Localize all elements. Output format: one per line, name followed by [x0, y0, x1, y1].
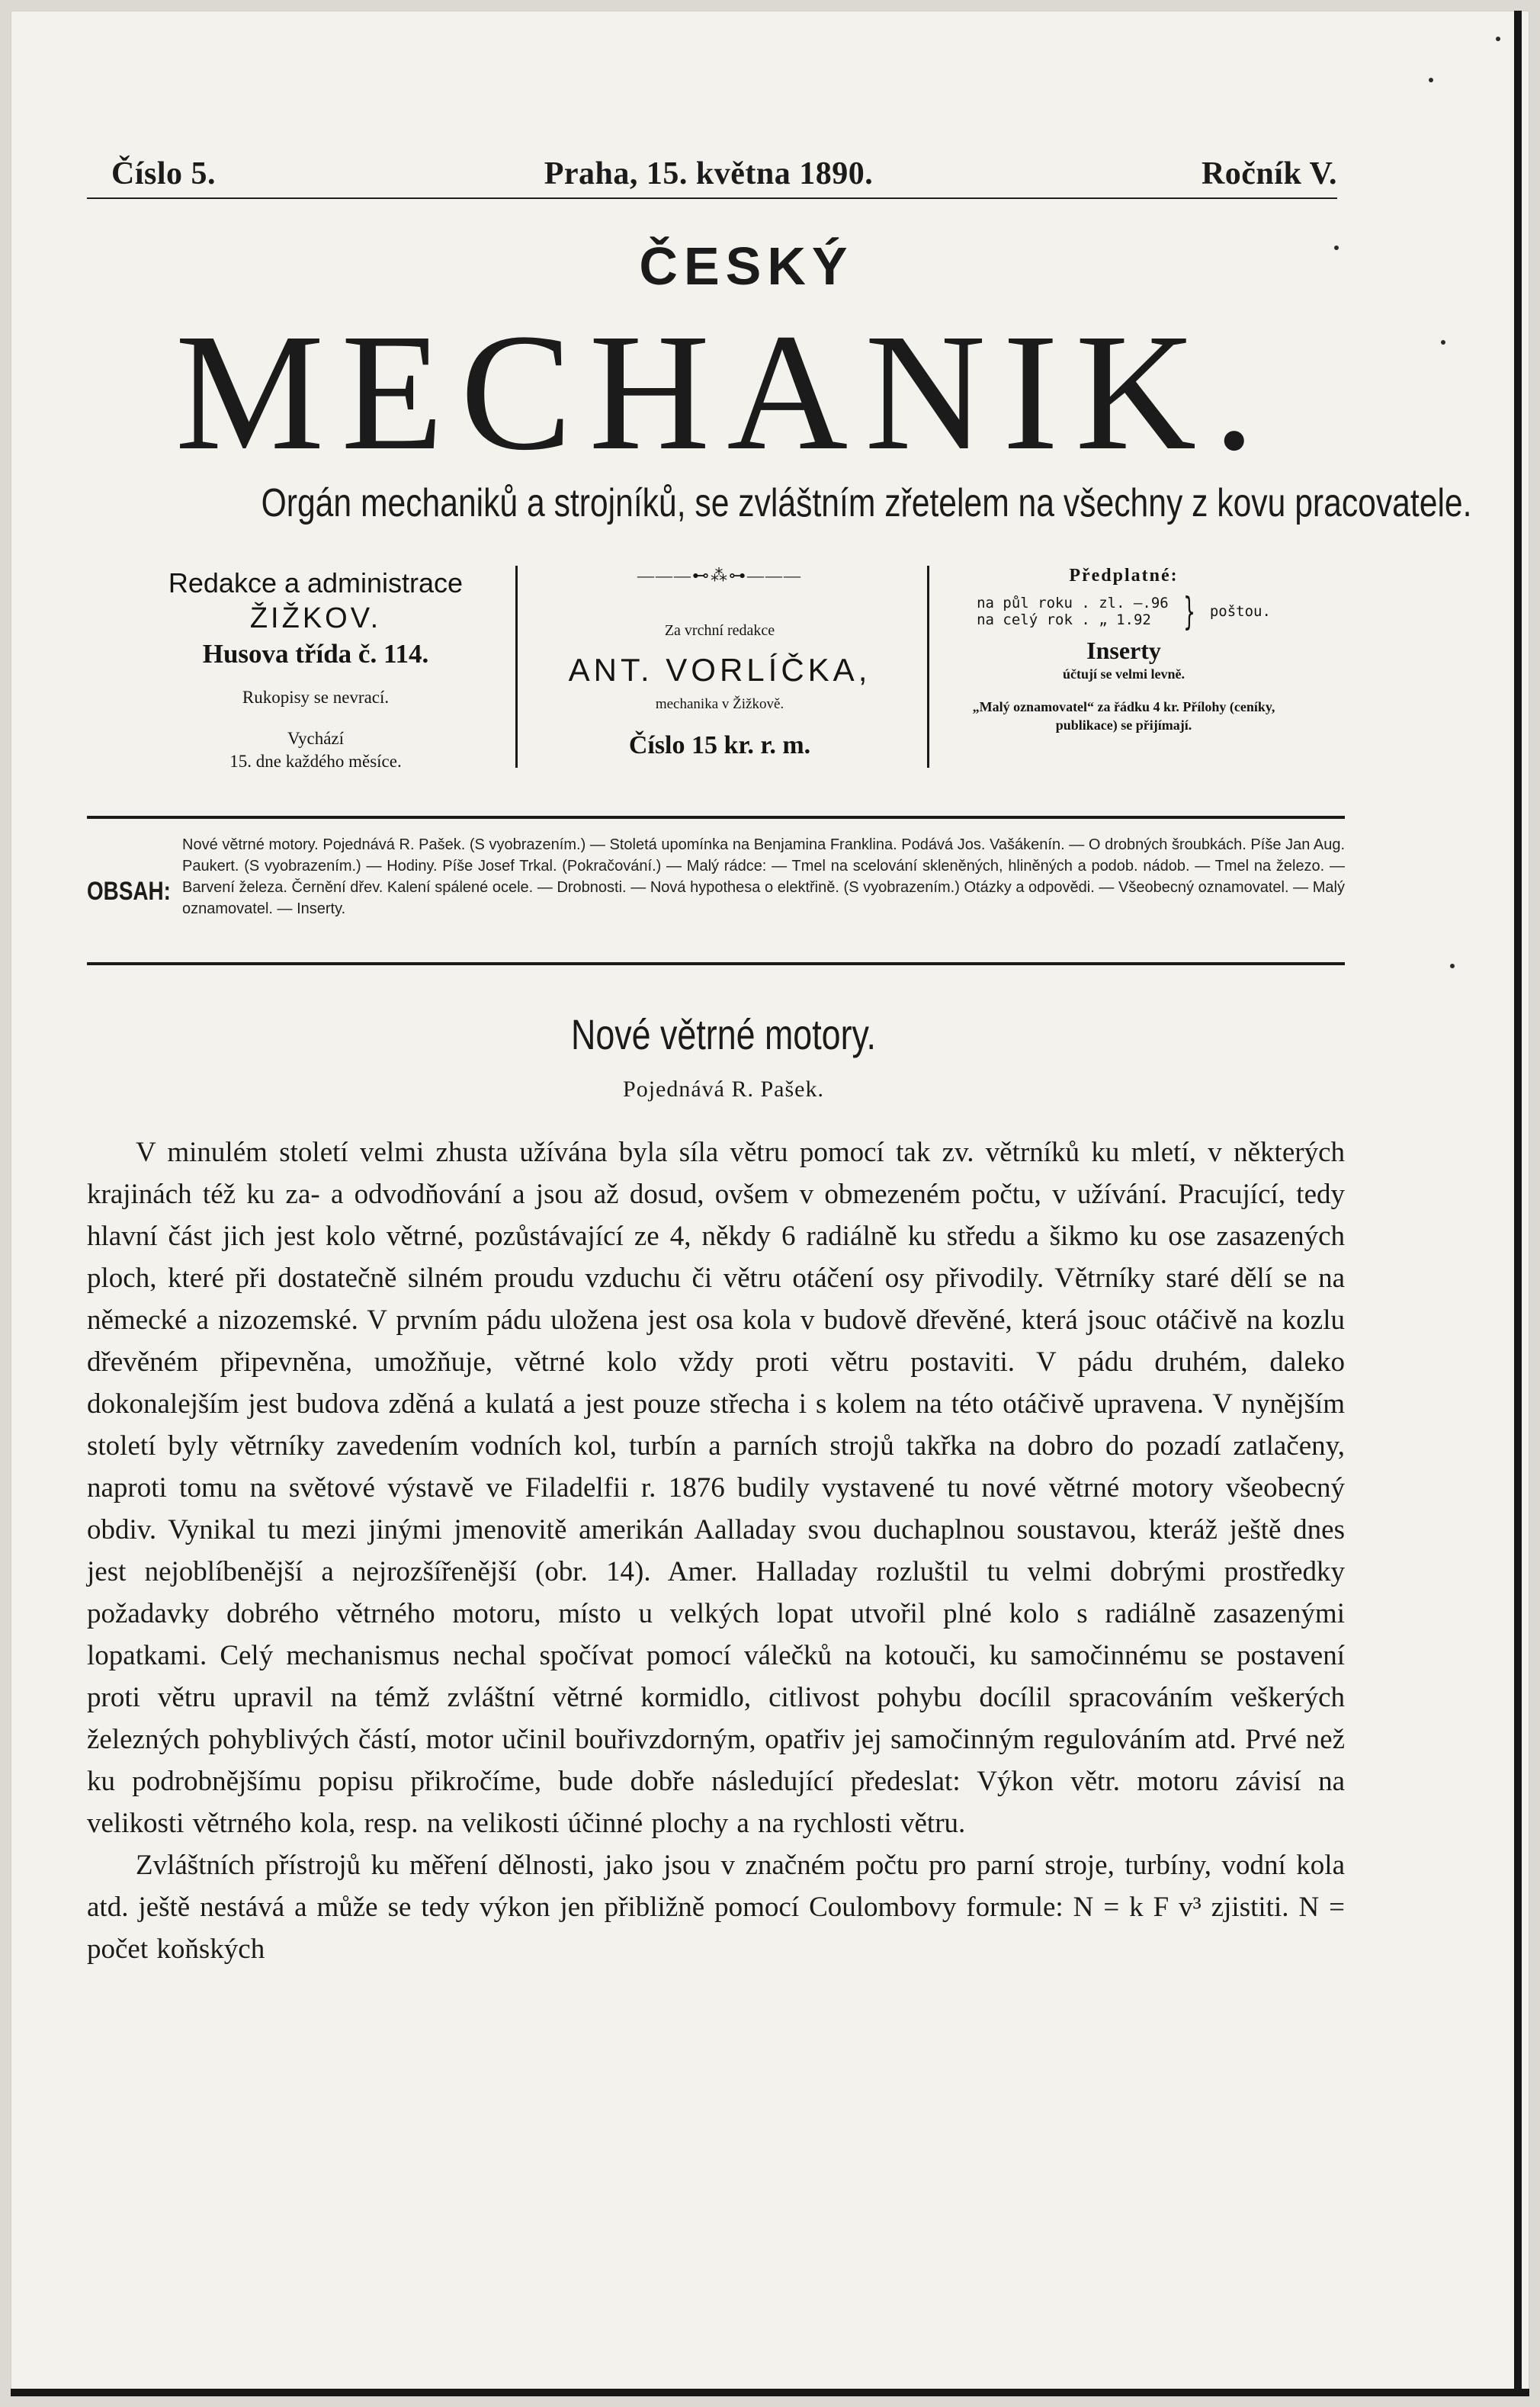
inserts-note: účtují se velmi levně.	[1063, 666, 1185, 682]
issue-price: Číslo 15 kr. r. m.	[628, 731, 811, 759]
ornament: ———⊷⁂⊶———	[637, 566, 802, 585]
scan-speck	[1429, 78, 1433, 82]
volume-number: Ročník V.	[1201, 156, 1337, 191]
scan-speck	[1441, 340, 1445, 345]
office-line-5: Vychází	[287, 729, 345, 748]
subscription-info	[926, 566, 1322, 734]
masthead-kicker: ČESKÝ	[639, 236, 854, 296]
price-row-half-year: na půl roku . zl. —.96	[977, 595, 1169, 611]
scan-speck	[1334, 246, 1339, 250]
scan-speck	[1496, 37, 1500, 41]
editor-line-3: mechanika v Žižkově.	[655, 696, 784, 712]
price-row-full-year: na celý rok . „ 1.92	[977, 611, 1151, 628]
contents-bottom-rule	[87, 962, 1345, 965]
brace-symbol: }	[1183, 589, 1195, 634]
editor-info	[514, 566, 926, 760]
article-title: Nové větrné motory.	[570, 1010, 877, 1058]
contents-label: OBSAH:	[87, 877, 171, 906]
subscription-title: Předplatné:	[1069, 566, 1179, 586]
editor-line-1: Za vrchní redakce	[664, 622, 775, 639]
scan-speck	[1450, 964, 1455, 968]
contents-text: Nové větrné motory. Pojednává R. Pašek. (S vyobrazením.) — Stoletá upomínka na Benjamina Franklina. Podává Jos. Vašákenín. — O drobných šroubkách. Píše Jan Aug. Paukert. (S vyobrazením.) — Hodiny. Píše Josef Trkal. (Pokračování.) — Malý rádce: — Tmel na scelování skleněných, hliněných a podob. nádob. — Tmel na železo. — Barvení železa. Černění dřev. Kalení spálené ocele. — Drobnosti. — Nová hypothesa o elektřině. (S vyobrazením.) Otázky a odpovědi. — Všeobecný oznamovatel. — Malý oznamovatel. — Inserty.	[182, 836, 1345, 917]
article-paragraph-1: V minulém století velmi zhusta užívána byla síla větru pomocí tak zv. větrníků ku mletí, v některých krajinách též ku za- a odvodňování a jsou až dosud, ovšem v obmezeném počtu, v užívání. Pracující, tedy hlavní část jich jest kolo větrné, pozůstávající ze 4, někdy 6 radiálně ku středu a šikmo ku ose zasazených ploch, které při dostatečně silném proudu vzduchu či větru otáčení osy přivodily. Větrníky staré dělí se na německé a nizozemské. V prvním pádu uložena jest osa kola v budově dřevěné, která jsouc otáčivě na kozlu dřevěném připevněna, umožňuje, větrné kolo vždy proti větru postaviti. V pádu druhém, daleko dokonalejším jest budova zděná a kulatá a jest pouze střecha i s kolem na této otáčivě upravena. V nynějším století byly větrníky zavedením vodních kol, turbín a parních strojů takřka na dobro do pozadí zatlačeny, naproti tomu na světové výstavě ve Filadelfii r. 1876 budily vystavené tu nové větrné motory všeobecný obdiv. Vynikal tu mezi jinými jmenovitě amerikán Aalladay svou duchaplnou soustavou, kteráž ještě dnes jest nejoblíbenější a nejrozšířenější (obr. 14). Amer. Halladay rozluštil tu velmi dobrými prostředky požadavky dobrého větrného motoru, místo u velkých lopat utvořil plné kolo s radiálně zasazenými lopatkami. Celý mechanismus nechal spočívat pomocí válečků na kotouči, ku samočinnému se postavení proti větru upravil na témž zvláštní větrné kormidlo, citlivost pohybu docílil spracováním veškerých železných pohyblivých částí, motor učinil bouřivzdorným, opatřiv jej samočinným regulováním atd. Prvé než ku podrobnějšímu popisu přikročíme, bude dobře následující předeslat: Výkon větr. motoru závisí na velikosti větrného kola, resp. na velikosti účinné plochy a na rychlosti větru.	[87, 1137, 1345, 1839]
price-lines	[977, 595, 1169, 628]
publisher-info	[117, 566, 1322, 779]
contents-top-rule	[87, 816, 1345, 819]
office-line-6: 15. dne každého měsíce.	[229, 752, 402, 771]
issue-number: Číslo 5.	[111, 156, 217, 191]
header-rule	[87, 197, 1337, 199]
office-line-2: ŽIŽKOV.	[249, 602, 382, 634]
editorial-office	[117, 566, 514, 773]
editor-name: ANT. VORLÍČKA,	[568, 652, 871, 688]
subscription-prices	[926, 589, 1322, 634]
issue-header	[111, 156, 1337, 192]
table-of-contents	[87, 830, 1345, 952]
newspaper-page	[11, 11, 1529, 2396]
office-line-4: Rukopisy se nevrací.	[242, 688, 390, 707]
office-line-1: Redakce a administrace	[168, 567, 464, 599]
inserts-title: Inserty	[1086, 637, 1161, 664]
publication-date: Praha, 15. května 1890.	[544, 156, 874, 191]
advertiser-note: „Malý oznamovatel“ za řádku 4 kr. Přílohy (ceníky, publikace) se přijímají.	[972, 699, 1275, 733]
article-byline: Pojednává R. Pašek.	[623, 1077, 824, 1102]
article-body	[87, 1131, 1345, 1970]
office-line-3: Husova třída č. 114.	[202, 639, 429, 669]
scan-border-bottom	[11, 2389, 1529, 2396]
article-paragraph-2: Zvláštních přístrojů ku měření dělnosti, jako jsou v značném počtu pro parní stroje, turbíny, vodní kola atd. ještě nestává a může se tedy výkon jen přibližně pomocí Coulombovy formule: N = k F v³ zjistiti. N = počet koňských	[87, 1850, 1345, 1965]
scan-border-right	[1514, 11, 1522, 2396]
masthead-subtitle: Orgán mechaniků a strojníků, se zvláštním zřetelem na všechny z kovu pracovatele.	[261, 481, 1472, 525]
masthead-title: MECHANIK.	[175, 299, 1272, 485]
postage-label: poštou.	[1209, 603, 1271, 620]
